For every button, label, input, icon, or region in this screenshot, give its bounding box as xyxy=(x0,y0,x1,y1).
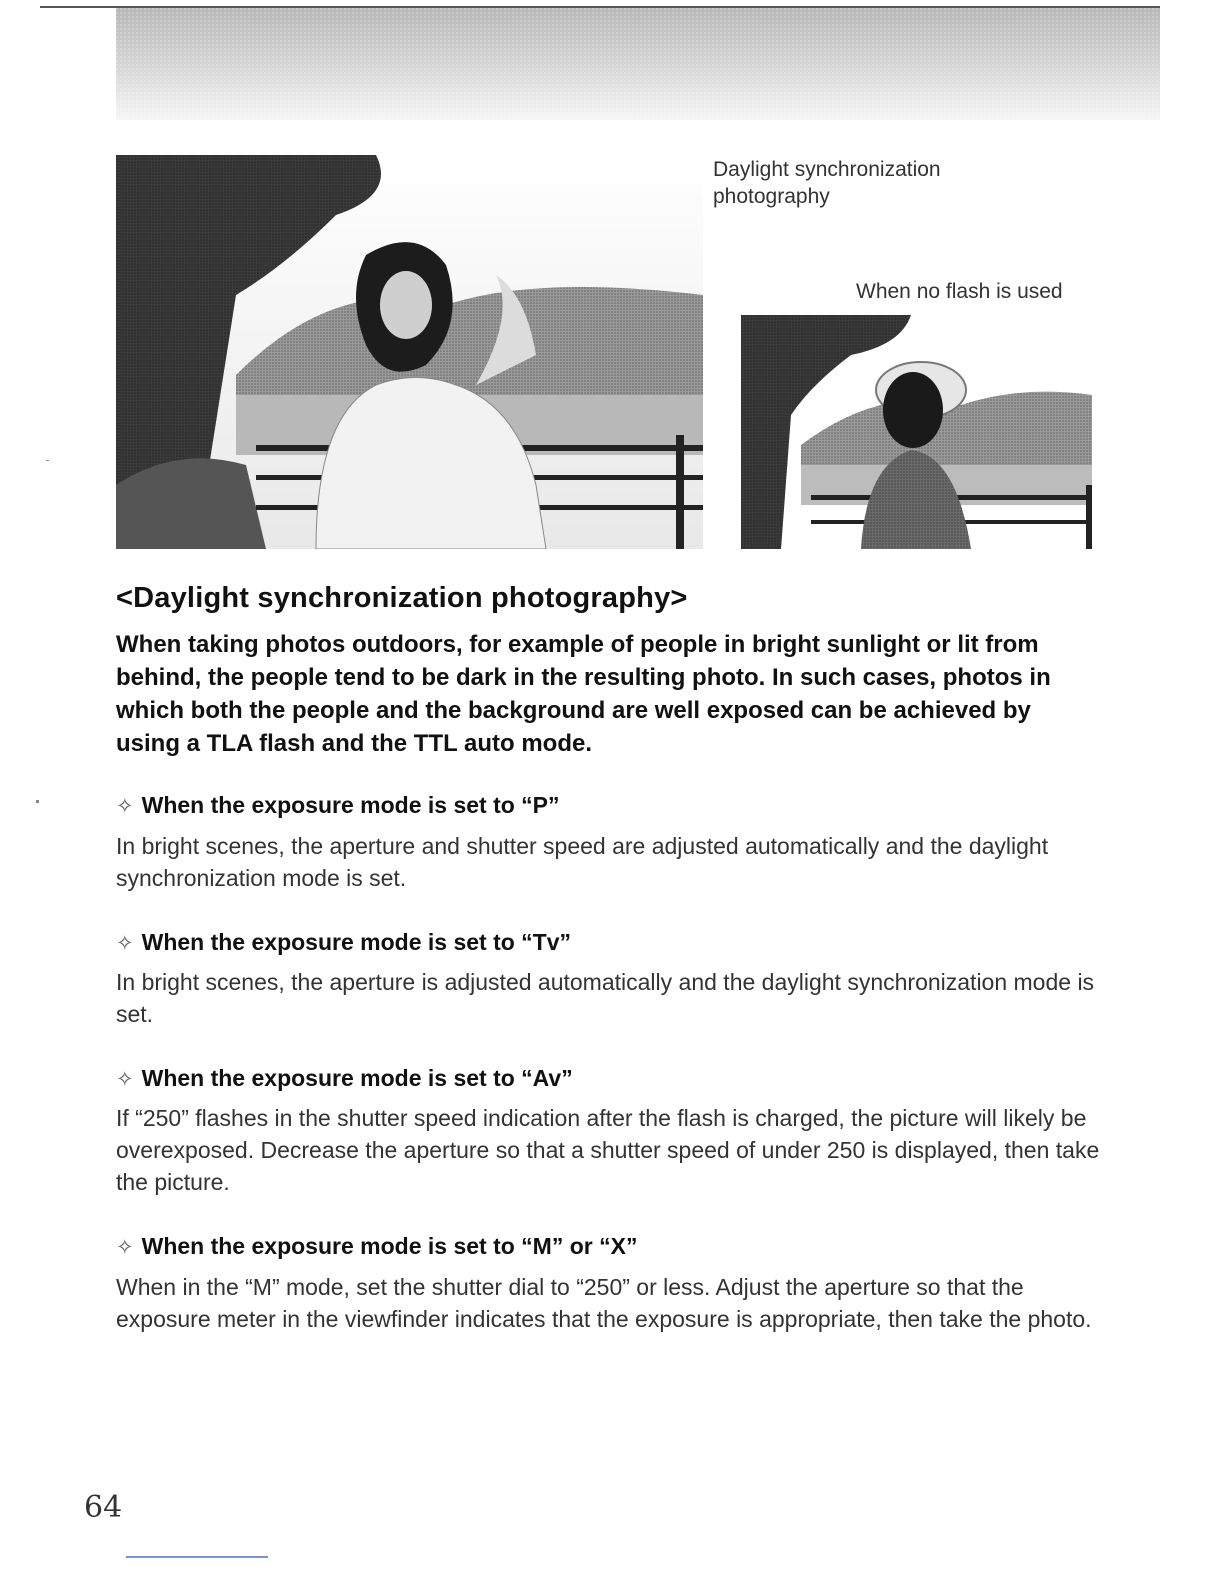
diamond-bullet-icon: ✧ xyxy=(116,1068,134,1091)
daylight-sync-photo xyxy=(116,155,703,549)
margin-mark xyxy=(36,800,39,803)
section-title-tv xyxy=(116,929,571,956)
section-title-p xyxy=(116,792,560,819)
section-title-av xyxy=(116,1065,573,1092)
diamond-bullet-icon: ✧ xyxy=(116,1236,134,1259)
header-gradient-band xyxy=(116,8,1160,120)
section-body-tv: In bright scenes, the aperture is adjusted automatically and the daylight synchronization mode is set. xyxy=(116,969,1095,1027)
section-title-text: When the exposure mode is set to “P” xyxy=(141,792,560,818)
section-heading: <Daylight synchronization photography> xyxy=(116,582,688,614)
main-photo-caption: Daylight synchronization photography xyxy=(713,158,941,208)
intro-paragraph: When taking photos outdoors, for example of people in bright sunlight or lit from behind, the people tend to be dark in the resulting photo. In such cases, photos in which both the people and the background are well exposed can be achieved by using a TLA flash and the TTL auto mode. xyxy=(116,631,1051,757)
section-title-mx xyxy=(116,1233,637,1260)
no-flash-photo xyxy=(741,315,1092,549)
diamond-bullet-icon: ✧ xyxy=(116,795,134,818)
page-number: 64 xyxy=(84,1490,123,1525)
section-body-av: If “250” flashes in the shutter speed indication after the flash is charged, the picture will likely be overexposed. Decrease the aperture so that a shutter speed of under 250 is displayed, then take the picture. xyxy=(116,1105,1100,1195)
section-title-text: When the exposure mode is set to “Av” xyxy=(141,1065,573,1091)
section-title-text: When the exposure mode is set to “Tv” xyxy=(141,929,572,955)
section-body-mx: When in the “M” mode, set the shutter dial to “250” or less. Adjust the aperture so that the exposure meter in the viewfinder indicates that the exposure is appropriate, then take the photo. xyxy=(116,1274,1092,1332)
bottom-rule xyxy=(126,1556,268,1558)
margin-mark xyxy=(46,460,49,461)
section-title-text: When the exposure mode is set to “M” or “X” xyxy=(141,1233,638,1259)
no-flash-caption: When no flash is used xyxy=(856,280,1063,303)
section-body-p: In bright scenes, the aperture and shutter speed are adjusted automatically and the daylight synchronization mode is set. xyxy=(116,833,1049,891)
diamond-bullet-icon: ✧ xyxy=(116,932,134,955)
